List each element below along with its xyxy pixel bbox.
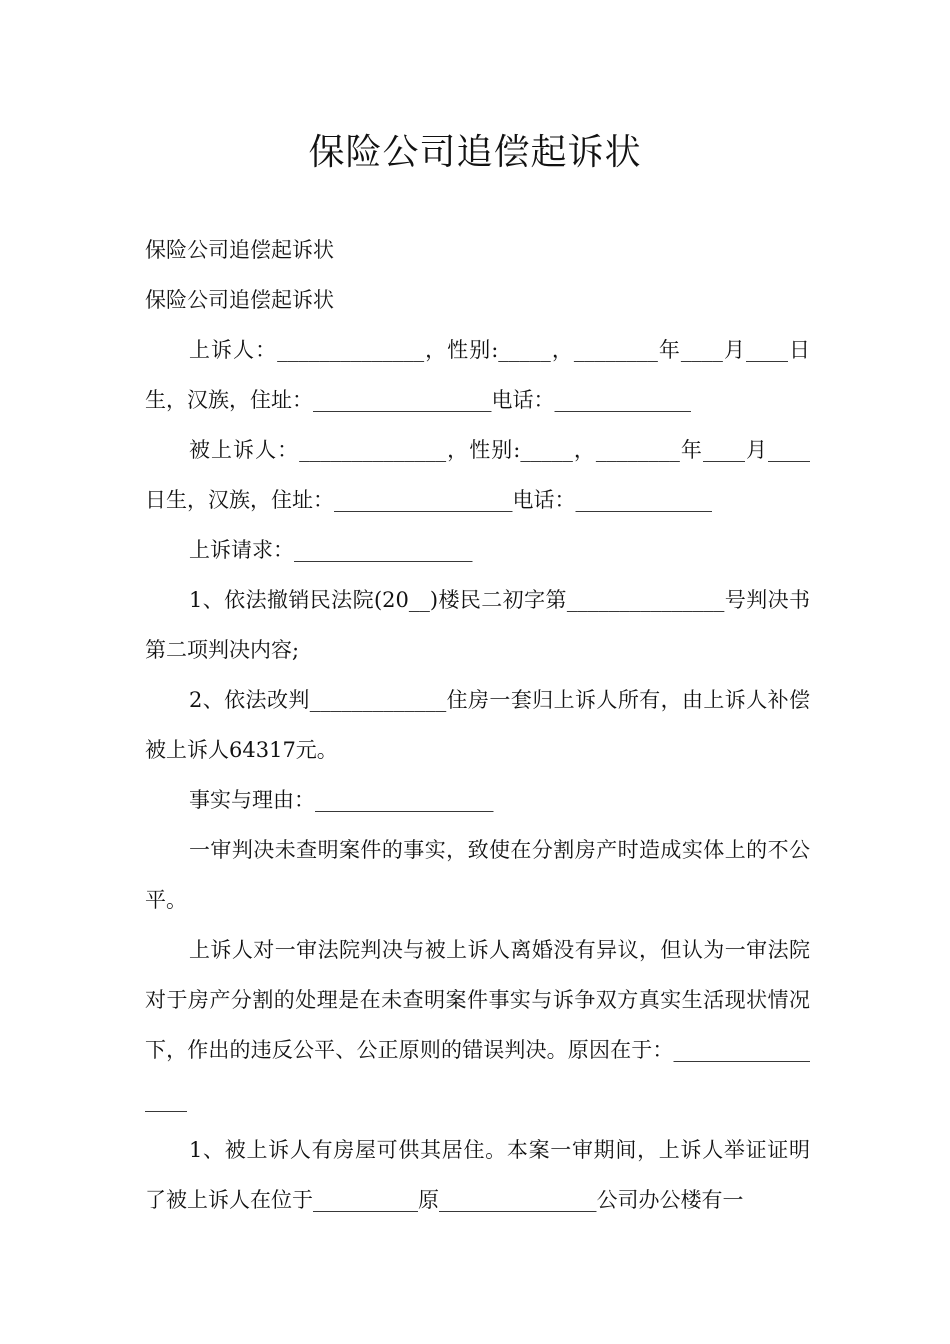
appellee-info-paragraph: 被上诉人：______________，性别:_____，________年____月____日生，汉族，住址：_________________电话：_____________: [145, 438, 810, 512]
request-item-2: 2、依法改判_____________住房一套归上诉人所有，由上诉人补偿被上诉人64317元。: [145, 688, 810, 762]
appeal-request-heading: 上诉请求：_________________: [189, 538, 473, 562]
appellant-info-paragraph: 上诉人：______________，性别:_____，________年____月____日生，汉族，住址：_________________电话：_____________: [145, 338, 810, 412]
subtitle-line-1: 保险公司追偿起诉状: [145, 238, 334, 262]
facts-paragraph-1: 一审判决未查明案件的事实，致使在分割房产时造成实体上的不公平。: [145, 838, 810, 912]
facts-reasons-heading: 事实与理由：_________________: [189, 788, 494, 812]
facts-paragraph-2: 上诉人对一审法院判决与被上诉人离婚没有异议，但认为一审法院对于房产分割的处理是在未查明案件事实与诉争双方真实生活现状情况下，作出的违反公平、公正原则的错误判决。原因在于：_________________: [145, 938, 810, 1112]
request-item-1: 1、依法撤销民法院(20__)楼民二初字第_______________号判决书第二项判决内容;: [145, 588, 810, 662]
facts-paragraph-3: 1、被上诉人有房屋可供其居住。本案一审期间，上诉人举证证明了被上诉人在位于__________原_______________公司办公楼有一: [145, 1138, 810, 1212]
document-body: [145, 225, 810, 1225]
document-title: 保险公司追偿起诉状: [308, 132, 642, 173]
subtitle-line-2: 保险公司追偿起诉状: [145, 288, 334, 312]
